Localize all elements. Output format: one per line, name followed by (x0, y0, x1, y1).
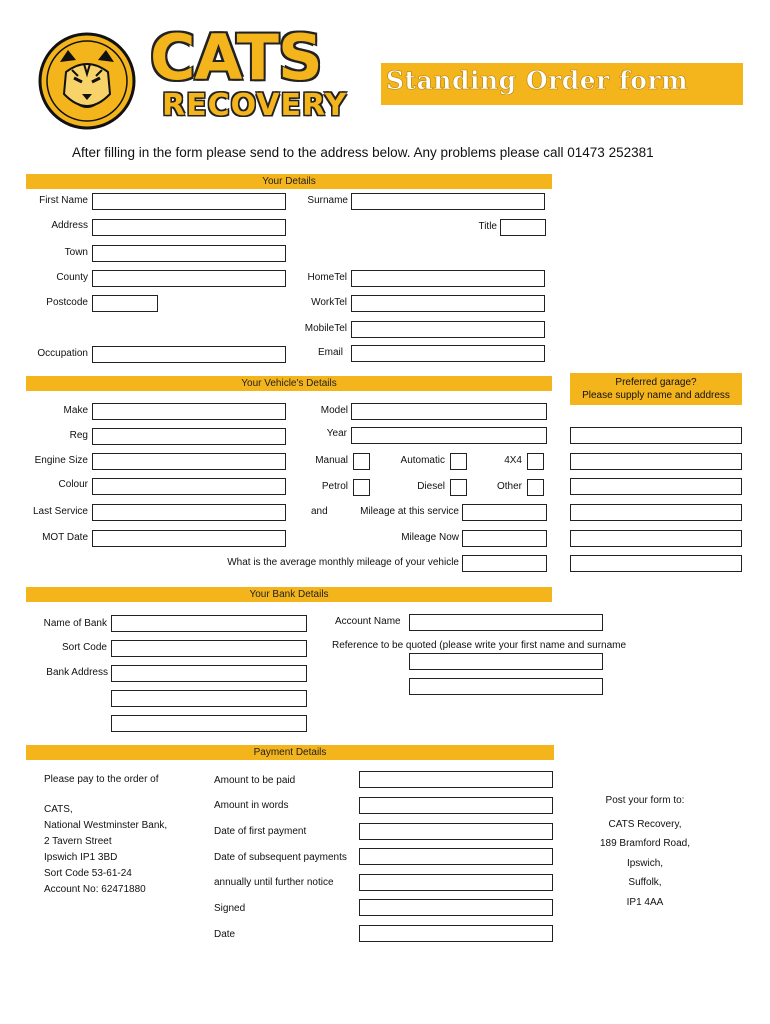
first-payment-label: Date of first payment (214, 826, 307, 837)
name-of-bank-label: Name of Bank (43, 618, 107, 629)
payee-line: Ipswich IP1 3BD (44, 852, 118, 863)
amount-paid-field[interactable] (359, 771, 553, 788)
account-name-label: Account Name (335, 616, 401, 627)
payee-line: Sort Code 53-61-24 (44, 868, 132, 879)
four-x-four-label: 4X4 (504, 455, 522, 466)
diesel-label: Diesel (417, 481, 445, 492)
engine-size-label: Engine Size (34, 455, 88, 466)
until-notice-field[interactable] (359, 874, 553, 891)
reg-field[interactable] (92, 428, 286, 445)
garage-field-4[interactable] (570, 504, 742, 521)
garage-field-3[interactable] (570, 478, 742, 495)
county-label: County (56, 272, 88, 283)
intro-text: After filling in the form please send to the address below. Any problems please call 01473 252381 (72, 145, 654, 160)
surname-field[interactable] (351, 193, 545, 210)
avg-mileage-label: What is the average monthly mileage of your vehicle (227, 557, 459, 568)
first-name-label: First Name (39, 195, 88, 206)
postcode-label: Postcode (46, 297, 88, 308)
logo-recovery-text: RECOVERY (162, 88, 348, 123)
make-field[interactable] (92, 403, 286, 420)
petrol-label: Petrol (321, 481, 348, 492)
preferred-garage-header (570, 373, 742, 405)
post-address-line: IP1 4AA (626, 897, 664, 908)
post-address-line: Ipswich, (626, 858, 664, 869)
preferred-garage-line2: Please supply name and address (582, 390, 730, 401)
work-tel-field[interactable] (351, 295, 545, 312)
reference-field-1[interactable] (409, 653, 603, 670)
year-field[interactable] (351, 427, 547, 444)
payee-line: CATS, (44, 804, 73, 815)
garage-field-2[interactable] (570, 453, 742, 470)
preferred-garage-line1: Preferred garage? (615, 377, 697, 388)
automatic-checkbox[interactable] (450, 453, 467, 470)
garage-field-6[interactable] (570, 555, 742, 572)
occupation-field[interactable] (92, 346, 286, 363)
date-field[interactable] (359, 925, 553, 942)
amount-paid-label: Amount to be paid (214, 775, 296, 786)
title-field[interactable] (500, 219, 546, 236)
address-label: Address (51, 220, 88, 231)
mileage-now-label: Mileage Now (401, 532, 459, 543)
title-label: Title (478, 221, 497, 232)
bank-address-field-2[interactable] (111, 690, 307, 707)
town-label: Town (64, 247, 88, 258)
payee-block (44, 802, 167, 898)
first-payment-field[interactable] (359, 823, 553, 840)
bank-address-field-3[interactable] (111, 715, 307, 732)
name-of-bank-field[interactable] (111, 615, 307, 632)
subsequent-payments-label: Date of subsequent payments (214, 852, 347, 863)
first-name-field[interactable] (92, 193, 286, 210)
mileage-now-field[interactable] (462, 530, 547, 547)
occupation-label: Occupation (37, 348, 88, 359)
signed-label: Signed (214, 903, 246, 914)
post-address-line: 189 Bramford Road, (599, 838, 691, 849)
your-details-header: Your Details (26, 174, 552, 189)
garage-field-5[interactable] (570, 530, 742, 547)
pay-to-label: Please pay to the order of (44, 774, 159, 785)
post-address-line: CATS Recovery, (608, 819, 682, 830)
mileage-at-service-field[interactable] (462, 504, 547, 521)
colour-field[interactable] (92, 478, 286, 495)
four-x-four-checkbox[interactable] (527, 453, 544, 470)
model-field[interactable] (351, 403, 547, 420)
garage-field-1[interactable] (570, 427, 742, 444)
signed-field[interactable] (359, 899, 553, 916)
payment-details-header: Payment Details (26, 745, 554, 760)
post-address-line: Suffolk, (628, 877, 662, 888)
home-tel-field[interactable] (351, 270, 545, 287)
mobile-tel-label: MobileTel (304, 323, 347, 334)
automatic-label: Automatic (400, 455, 445, 466)
email-label: Email (317, 347, 343, 358)
tiger-logo-icon (38, 32, 136, 130)
town-field[interactable] (92, 245, 286, 262)
county-field[interactable] (92, 270, 286, 287)
vehicle-details-header: Your Vehicle's Details (26, 376, 552, 391)
surname-label: Surname (307, 195, 348, 206)
amount-words-field[interactable] (359, 797, 553, 814)
reference-field-2[interactable] (409, 678, 603, 695)
reg-label: Reg (69, 430, 88, 441)
amount-words-label: Amount in words (214, 800, 289, 811)
year-label: Year (326, 428, 347, 439)
last-service-label: Last Service (32, 506, 88, 517)
engine-size-field[interactable] (92, 453, 286, 470)
payee-line: Account No: 62471880 (44, 884, 146, 895)
petrol-checkbox[interactable] (353, 479, 370, 496)
date-label: Date (214, 929, 236, 940)
until-notice-label: annually until further notice (214, 877, 334, 888)
bank-address-field-1[interactable] (111, 665, 307, 682)
work-tel-label: WorkTel (311, 297, 347, 308)
page-title: Standing Order form (386, 66, 689, 95)
subsequent-payments-field[interactable] (359, 848, 553, 865)
mot-date-label: MOT Date (42, 532, 88, 543)
mot-date-field[interactable] (92, 530, 286, 547)
manual-label: Manual (315, 455, 348, 466)
last-service-field[interactable] (92, 504, 286, 521)
email-field[interactable] (351, 345, 545, 362)
sort-code-label: Sort Code (61, 642, 107, 653)
other-label: Other (496, 481, 522, 492)
home-tel-label: HomeTel (307, 272, 347, 283)
post-to-label: Post your form to: (605, 795, 685, 806)
mobile-tel-field[interactable] (351, 321, 545, 338)
sort-code-field[interactable] (111, 640, 307, 657)
logo-cats-text: CATS (150, 21, 322, 94)
other-checkbox[interactable] (527, 479, 544, 496)
payee-line: 2 Tavern Street (44, 836, 112, 847)
make-label: Make (63, 405, 88, 416)
bank-address-label: Bank Address (46, 667, 108, 678)
diesel-checkbox[interactable] (450, 479, 467, 496)
manual-checkbox[interactable] (353, 453, 370, 470)
postcode-field[interactable] (92, 295, 158, 312)
reference-label: Reference to be quoted (please write your first name and surname (332, 640, 627, 651)
model-label: Model (320, 405, 348, 416)
mileage-at-service-label: Mileage at this service (360, 506, 459, 517)
account-name-field[interactable] (409, 614, 603, 631)
payee-line: National Westminster Bank, (44, 820, 168, 831)
colour-label: Colour (58, 479, 88, 490)
address-field[interactable] (92, 219, 286, 236)
bank-details-header: Your Bank Details (26, 587, 552, 602)
avg-mileage-field[interactable] (462, 555, 547, 572)
and-label: and (311, 506, 328, 517)
